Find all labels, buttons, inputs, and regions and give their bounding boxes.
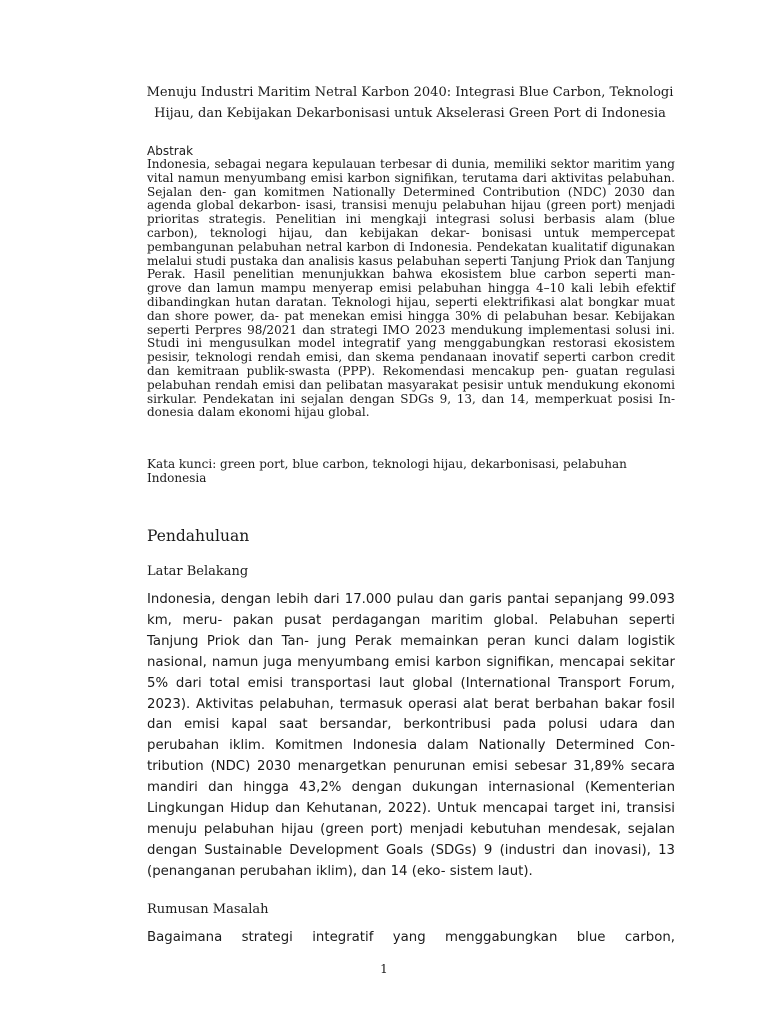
paper-title: Menuju Industri Maritim Netral Karbon 2040: Integrasi Blue Carbon, Teknologi Hijau, dan Kebijakan Dekarbonisasi untuk Akselerasi Green Port di Indonesia bbox=[146, 85, 674, 121]
paragraph-rumusan-masalah: Bagaimana strategi integratif yang menggabungkan blue carbon, bbox=[147, 930, 675, 945]
abstract-heading: Abstrak bbox=[147, 144, 194, 158]
keywords: Kata kunci: green port, blue carbon, teknologi hijau, dekarbonisasi, pelabuhan Indonesia bbox=[147, 457, 627, 485]
page-number: 1 bbox=[380, 962, 388, 976]
subsection-title-rumusan-masalah: Rumusan Masalah bbox=[147, 902, 269, 917]
subsection-title-latar-belakang: Latar Belakang bbox=[147, 564, 249, 579]
section-title: Pendahuluan bbox=[147, 527, 250, 545]
paragraph-latar-belakang: Indonesia, dengan lebih dari 17.000 pulau dan garis pantai sepanjang 99.093 km, meru- pakan pusat perdagangan maritim global. Pelabuhan seperti Tanjung Priok dan Tan- jung Perak memainkan peran kunci dalam logistik nasional, namun juga menyumbang emisi karbon signifikan, mencapai sekitar 5% dari total emisi transportasi laut global (International Transport Forum, 2023). Aktivitas pelabuhan, termasuk operasi alat berat berbahan bakar fosil dan emisi kapal saat bersandar, berkontribusi pada polusi udara dan perubahan iklim. Komitmen Indonesia dalam Nationally Determined Con- tribution (NDC) 2030 menargetkan penurunan emisi sebesar 31,89% secara mandiri dan hingga 43,2% dengan dukungan internasional (Kementerian Lingkungan Hidup dan Kehutanan, 2022). Untuk mencapai target ini, transisi menuju pelabuhan hijau (green port) menjadi kebutuhan mendesak, sejalan dengan Sustainable Development Goals (SDGs) 9 (industri dan inovasi), 13 (penanganan perubahan iklim), dan 14 (eko- sistem laut). bbox=[147, 592, 675, 879]
abstract-body: Indonesia, sebagai negara kepulauan terbesar di dunia, memiliki sektor maritim yang vital namun menyumbang emisi karbon signifikan, terutama dari aktivitas pelabuhan. Sejalan den- gan komitmen Nationally Determined Contribution (NDC) 2030 dan agenda global dekarbon- isasi, transisi menuju pelabuhan hijau (green port) menjadi prioritas strategis. Penelitian ini mengkaji integrasi solusi berbasis alam (blue carbon), teknologi hijau, dan kebijakan dekar- bonisasi untuk mempercepat pembangunan pelabuhan netral karbon di Indonesia. Pendekatan kualitatif digunakan melalui studi pustaka dan analisis kasus pelabuhan seperti Tanjung Priok dan Tanjung Perak. Hasil penelitian menunjukkan bahwa ekosistem blue carbon seperti man- grove dan lamun mampu menyerap emisi pelabuhan hingga 4–10 kali lebih efektif dibandingkan hutan daratan. Teknologi hijau, seperti elektrifikasi alat bongkar muat dan shore power, da- pat menekan emisi hingga 30% di pelabuhan besar. Kebijakan seperti Perpres 98/2021 dan strategi IMO 2023 mendukung implementasi solusi ini. Studi ini mengusulkan model integratif yang menggabungkan restorasi ekosistem pesisir, teknologi rendah emisi, dan skema pendanaan inovatif seperti carbon credit dan kemitraan publik-swasta (PPP). Rekomendasi mencakup pen- guatan regulasi pelabuhan rendah emisi dan pelibatan masyarakat pesisir untuk mendukung ekonomi sirkular. Pendekatan ini sejalan dengan SDGs 9, 13, dan 14, memperkuat posisi In- donesia dalam ekonomi hijau global. bbox=[147, 157, 675, 420]
